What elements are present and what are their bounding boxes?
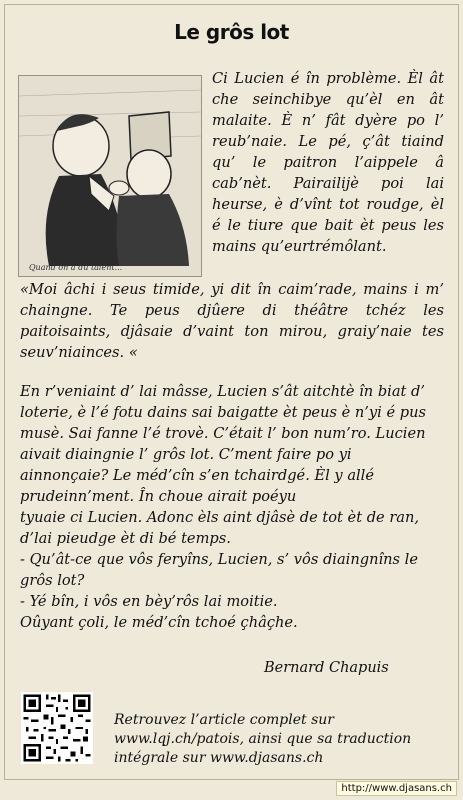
- footer-note: Retrouvez l’article complet sur www.lqj.ch/patois, ainsi que sa traduction intégrale sur www.djasans.ch: [114, 712, 412, 766]
- article-title: Le grôs lot: [174, 20, 289, 44]
- paragraph-story: [20, 381, 444, 633]
- story-line: - Yé bîn, i vôs en bèy’rôs lai moitie.: [20, 593, 278, 610]
- story-line: tyuaie ci Lucien. Adonc èls aint djâsè de tot èt de ran, d’lai pieudge èt di bé temps.: [20, 509, 420, 547]
- url-tooltip[interactable]: http://www.djasans.ch: [336, 781, 457, 796]
- author-signature: Bernard Chapuis: [264, 660, 389, 676]
- paragraph-intro: Ci Lucien é în problème. Èl ât che seinchibye qu’èl en ât malaite. È n’ fât dyère po l’ reub’naie. Le pé, ç’ât tiaind qu’ le paitron l’aippele â cab’nèt. Pairailijè poi lai heurse, è d’vînt tot roudge, èl é le tiure que bait èt peus les mains qu’eurtrémôlant.: [212, 70, 444, 255]
- story-line: En r’veniaint d’ lai mâsse, Lucien s’ât aitchtè în biat d’ loterie, è l’é fotu dains sai baigatte èt peus è n’yi é pus musè. Sai fanne l’é trovè. C’était l’ bon num’ro. Lucien aivait diaingnie l’ grôs lot. C’ment faire po yi ainnonçaie? Le méd’cîn s’en tchairdgé. Èl y allé prudeinn’ment. În choue airait poéyu: [20, 383, 426, 505]
- illustration-caption: Quand on a du talent...: [29, 263, 123, 272]
- paragraph-quote: «Moi âchi i seus timide, yi dit în caim’rade, mains i m’ chaingne. Te peus djûere di théâtre tchéz les paitoisaints, djâsaie d’vaint ton mirou, graiy’naie tes seuv’niainces. «: [20, 281, 444, 361]
- qr-code-icon[interactable]: [21, 692, 93, 764]
- story-line: Oûyant çoli, le méd’cîn tchoé çhâçhe.: [20, 614, 298, 631]
- caricature-drawing: [19, 76, 201, 276]
- illustration-image: [18, 75, 202, 277]
- story-line: - Qu’ât-ce que vôs feryîns, Lucien, s’ vôs diaingnîns le grôs lot?: [20, 551, 418, 589]
